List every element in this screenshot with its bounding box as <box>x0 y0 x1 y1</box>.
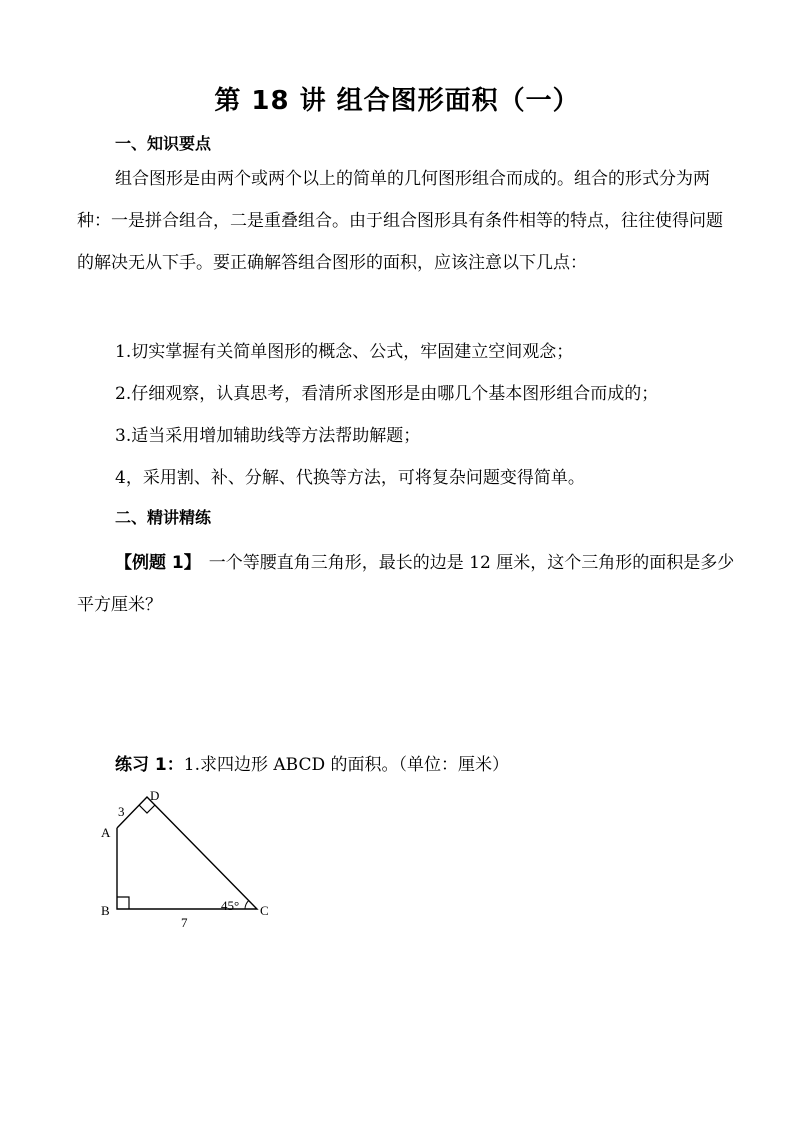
practice-1-tag: 练习 1： <box>115 755 184 775</box>
section-heading-knowledge: 一、知识要点 <box>115 134 212 153</box>
knowledge-item-3: 3.适当采用增加辅助线等方法帮助解题； <box>115 426 421 446</box>
section-heading-practice: 二、精讲精练 <box>115 508 212 527</box>
vertex-label-b: B <box>101 903 110 918</box>
vertex-label-d: D <box>150 788 160 803</box>
side-label-bc: 7 <box>181 915 188 930</box>
side-label-ad: 3 <box>118 804 125 819</box>
practice-1 <box>115 750 509 775</box>
knowledge-item-2: 2.仔细观察，认真思考，看清所求图形是由哪几个基本图形组合而成的； <box>115 384 659 404</box>
page-title: 第 18 讲 组合图形面积（一） <box>214 86 580 116</box>
knowledge-item-1: 1.切实掌握有关简单图形的概念、公式，牢固建立空间观念； <box>115 342 574 362</box>
knowledge-item-4: 4，采用割、补、分解、代换等方法，可将复杂问题变得简单。 <box>115 468 585 488</box>
example-1-tag: 【例题 1】 <box>115 553 201 573</box>
right-angle-mark-b <box>117 897 129 909</box>
example-1 <box>77 542 737 626</box>
right-angle-mark-d <box>139 805 155 813</box>
angle-label-c: 45° <box>221 898 240 913</box>
vertex-label-a: A <box>101 825 111 840</box>
angle-arc-c <box>245 901 249 909</box>
intro-paragraph: 组合图形是由两个或两个以上的简单的几何图形组合而成的。组合的形式分为两种：一是拼合组合，二是重叠组合。由于组合图形具有条件相等的特点，往往使得问题的解决无从下手。要正确解答组合图形的面积，应该注意以下几点： <box>77 169 723 273</box>
quadrilateral-outline <box>117 797 257 909</box>
quadrilateral-figure <box>95 785 295 935</box>
vertex-label-c: C <box>260 903 269 918</box>
example-1-text: 一个等腰直角三角形，最长的边是 12 厘米，这个三角形的面积是多少平方厘米？ <box>77 553 735 615</box>
practice-1-text: 1.求四边形 ABCD 的面积。（单位：厘米） <box>183 755 509 775</box>
